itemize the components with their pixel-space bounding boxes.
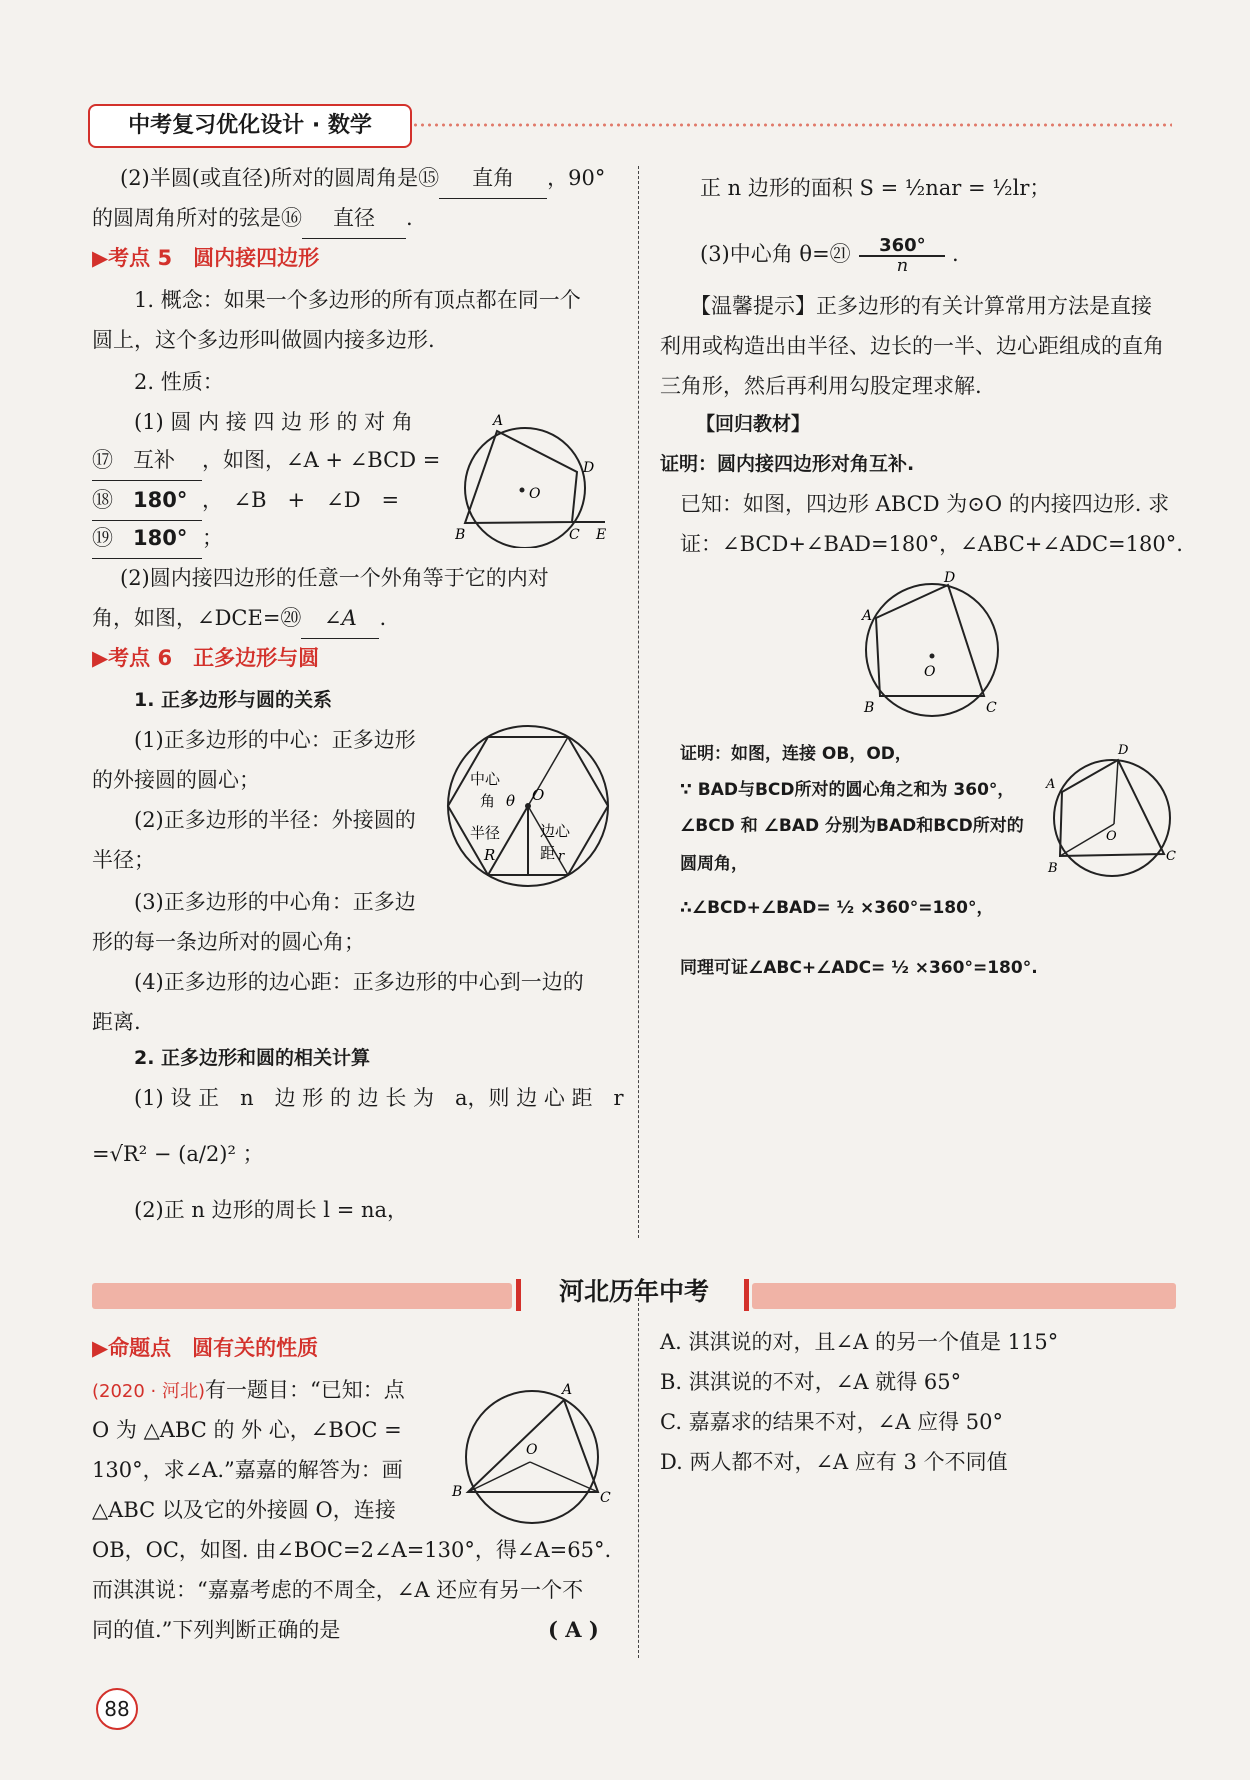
left-line-1 — [120, 158, 605, 199]
proof-line-5: ∴∠BCD+∠BAD= ½ ×360°=180°， — [680, 898, 994, 918]
fig2-label-apothem-1: 边心 — [540, 822, 571, 840]
num-19: ⑲ — [92, 526, 113, 550]
regular-calc-apothem-line: (1) 设 正 n 边 形 的 边 长 为 a，则 边 心 距 r — [134, 1086, 624, 1110]
regular-radius-line-2: 半径； — [92, 848, 155, 872]
regular-calc-apothem-formula: =√R² − (a/2)² ； — [92, 1142, 264, 1166]
fig5-label-b: B — [452, 1484, 463, 1500]
fig1-center-dot — [520, 488, 525, 493]
answer-21-den: n — [859, 256, 945, 275]
section-6-title: ▶考点 6 正多边形与圆 — [92, 646, 320, 670]
fig1-label-d: D — [583, 460, 595, 476]
figure-proof-quad — [1040, 740, 1180, 880]
answer-19: 180° — [133, 526, 188, 550]
answer-21 — [859, 234, 945, 276]
option-a: A. 淇淇说的对，且∠A 的另一个值是 115° — [660, 1330, 1059, 1354]
proof-line-6: 同理可证∠ABC+∠ADC= ½ ×360°=180°. — [680, 958, 1038, 978]
regular-center-line-1: (1)正多边形的中心：正多边形 — [134, 728, 416, 752]
regular-apothem-line-1: (4)正多边形的边心距：正多边形的中心到一边的 — [134, 970, 584, 994]
fig1-quad — [465, 431, 577, 523]
left-text-1: (2)半圆(或直径)所对的圆周角是⑮ — [120, 166, 440, 190]
tip-line-3: 三角形，然后再利用勾股定理求解. — [660, 374, 982, 398]
answer-15: 直角 — [439, 158, 547, 199]
num-17: ⑰ — [92, 448, 113, 472]
fig1-label-e: E — [596, 527, 607, 543]
fig1-label-o: O — [529, 486, 541, 502]
given-line-1: 已知：如图，四边形 ABCD 为⊙O 的内接四边形. 求 — [680, 492, 1170, 516]
fig5-label-o: O — [526, 1442, 538, 1458]
option-b: B. 淇淇说的不对，∠A 就得 65° — [660, 1370, 962, 1394]
fig2-label-o: O — [532, 786, 545, 804]
fig5-ob — [468, 1462, 530, 1492]
question-line-3: 130°，求∠A.”嘉嘉的解答为：画 — [92, 1458, 403, 1482]
fig2-label-angle: 角 — [480, 792, 496, 810]
property-2-text: 角，如图，∠DCE=⑳ — [92, 606, 302, 630]
property-2-line-1: (2)圆内接四边形的任意一个外角等于它的内对 — [120, 566, 549, 590]
concept-line-2: 圆上，这个多边形叫做圆内接多边形. — [92, 328, 435, 352]
given-line-2: 证：∠BCD+∠BAD=180°，∠ABC+∠ADC=180°. — [680, 532, 1183, 556]
regular-apothem-line-2: 距离. — [92, 1010, 141, 1034]
property-1-line-2 — [92, 440, 440, 481]
fig2-label-r-upper: R — [484, 846, 496, 864]
header-title: 中考复习优化设计 · 数学 — [88, 104, 412, 148]
fig5-label-a: A — [562, 1382, 573, 1398]
regular-calc-heading: 2. 正多边形和圆的相关计算 — [134, 1047, 371, 1069]
fig4-label-o: O — [1106, 829, 1117, 844]
banner-decor-left — [92, 1283, 512, 1309]
fig3-label-o: O — [924, 664, 936, 680]
question-line-7: 同的值.”下列判断正确的是 — [92, 1618, 341, 1642]
answer-18: 180° — [133, 488, 188, 512]
fig2-label-apothem-2: 距 — [540, 844, 556, 862]
num-18: ⑱ — [92, 488, 113, 512]
left-line-2 — [92, 198, 413, 239]
central-angle-end: . — [952, 242, 959, 266]
fig2-label-theta: θ — [506, 792, 516, 810]
regular-relation-heading: 1. 正多边形与圆的关系 — [134, 689, 333, 711]
fig1-label-b: B — [455, 527, 466, 543]
blank-19 — [92, 518, 202, 559]
figure-inscribed-quad-abcd — [852, 570, 1012, 720]
bottom-section-title: ▶命题点 圆有关的性质 — [92, 1336, 319, 1360]
fig3-label-c: C — [986, 700, 997, 716]
regular-radius-line-1: (2)正多边形的半径：外接圆的 — [134, 808, 416, 832]
regular-center-line-2: 的外接圆的圆心； — [92, 768, 260, 792]
blank-18 — [92, 480, 202, 521]
option-d: D. 两人都不对，∠A 应有 3 个不同值 — [660, 1450, 1008, 1474]
fig2-label-r-lower: r — [558, 849, 565, 864]
proof-line-2: ∵ BAD与BCD所对的圆心角之和为 360°， — [680, 780, 1015, 800]
property-1-text-3: ， ∠B + ∠D = — [202, 488, 400, 512]
fig3-label-a: A — [862, 608, 873, 624]
banner-bar-left — [516, 1279, 521, 1311]
bottom-column-divider — [638, 1298, 639, 1658]
fig3-center-dot — [930, 654, 935, 659]
textbook-heading: 【回归教材】 — [696, 413, 811, 435]
answer-17: 互补 — [133, 448, 176, 472]
fig2-label-center: 中心 — [470, 770, 501, 788]
banner-decor-right — [752, 1283, 1176, 1309]
property-heading: 2. 性质： — [134, 370, 224, 394]
regular-central-angle-line-2: 形的每一条边所对的圆心角； — [92, 930, 365, 954]
property-1-text-2: ，如图，∠A + ∠BCD = — [202, 448, 441, 472]
fig4-label-c: C — [1166, 849, 1176, 864]
fig1-label-a: A — [493, 413, 504, 429]
option-c: C. 嘉嘉求的结果不对，∠A 应得 50° — [660, 1410, 1004, 1434]
fig2-center-dot — [525, 803, 531, 809]
property-1-line-3 — [92, 480, 399, 521]
answer-20: ∠A — [301, 598, 379, 639]
header-dotted-rule — [412, 122, 1172, 128]
proof-line-4: 圆周角， — [680, 854, 748, 874]
banner-bar-right — [744, 1279, 749, 1311]
regular-area-formula: 正 n 边形的面积 S = ½nar = ½lr； — [700, 176, 1051, 200]
left-text-1b: ，90° — [547, 166, 606, 190]
figure-triangle-circumcircle — [450, 1380, 620, 1530]
fig3-label-b: B — [864, 700, 875, 716]
property-2-line-2 — [92, 598, 386, 639]
question-source: (2020 · 河北) — [92, 1381, 206, 1402]
regular-calc-perimeter: (2)正 n 边形的周长 l = na， — [134, 1198, 409, 1222]
property-1-line-4 — [92, 518, 223, 559]
column-divider — [638, 166, 639, 1238]
proof-line-3: ∠BCD 和 ∠BAD 分别为BAD和BCD所对的 — [680, 816, 1024, 836]
page-number: 88 — [96, 1688, 138, 1730]
fig4-od — [1114, 760, 1118, 824]
banner-title: 河北历年中考 — [558, 1277, 709, 1306]
tip-line-1: 【温馨提示】正多边形的有关计算常用方法是直接 — [690, 294, 1152, 318]
blank-17 — [92, 440, 202, 481]
property-1-line-1: (1) 圆 内 接 四 边 形 的 对 角 — [134, 410, 413, 434]
question-line-5: OB，OC，如图. 由∠BOC=2∠A=130°，得∠A=65°. — [92, 1538, 612, 1562]
question-line-2: O 为 △ABC 的 外 心，∠BOC = — [92, 1418, 402, 1442]
answer-16: 直径 — [302, 198, 406, 239]
fig3-label-d: D — [944, 570, 956, 586]
left-text-2b: . — [406, 206, 413, 230]
question-line-1 — [92, 1370, 405, 1412]
property-2-text-b: . — [379, 606, 387, 630]
question-text-1: 有一题目：“已知：点 — [205, 1378, 405, 1402]
tip-line-2: 利用或构造出由半径、边长的一半、边心距组成的直角 — [660, 334, 1164, 358]
question-line-4: △ABC 以及它的外接圆 O，连接 — [92, 1498, 396, 1522]
fig5-label-c: C — [600, 1490, 611, 1506]
property-1-text-4: ； — [202, 526, 223, 550]
fig4-label-d: D — [1118, 743, 1129, 758]
answer-21-num: 360° — [859, 237, 945, 256]
fig2-central-ray-b — [528, 806, 568, 875]
section-5-title: ▶考点 5 圆内接四边形 — [92, 246, 320, 270]
fig2-label-radius: 半径 — [470, 824, 501, 842]
proof-statement: 证明：圆内接四边形对角互补. — [660, 453, 915, 475]
concept-line-1: 1. 概念：如果一个多边形的所有顶点都在同一个 — [134, 288, 581, 312]
fig1-label-c: C — [569, 527, 580, 543]
figure-hexagon-in-circle — [440, 722, 620, 892]
left-text-2: 的圆周角所对的弦是⑯ — [92, 206, 302, 230]
fig4-label-b: B — [1048, 861, 1058, 876]
regular-central-angle-line-1: (3)正多边形的中心角：正多边 — [134, 890, 416, 914]
question-answer: ( A ) — [548, 1617, 599, 1642]
fig4-label-a: A — [1046, 777, 1056, 792]
question-line-6: 而淇淇说：“嘉嘉考虑的不周全，∠A 还应有另一个不 — [92, 1578, 584, 1602]
central-angle-text: (3)中心角 θ=㉑ — [700, 242, 851, 266]
figure-inscribed-quad-extended — [455, 408, 615, 548]
central-angle-line — [700, 234, 959, 275]
proof-line-1: 证明：如图，连接 OB，OD， — [680, 744, 912, 764]
fig4-circle — [1054, 760, 1170, 876]
